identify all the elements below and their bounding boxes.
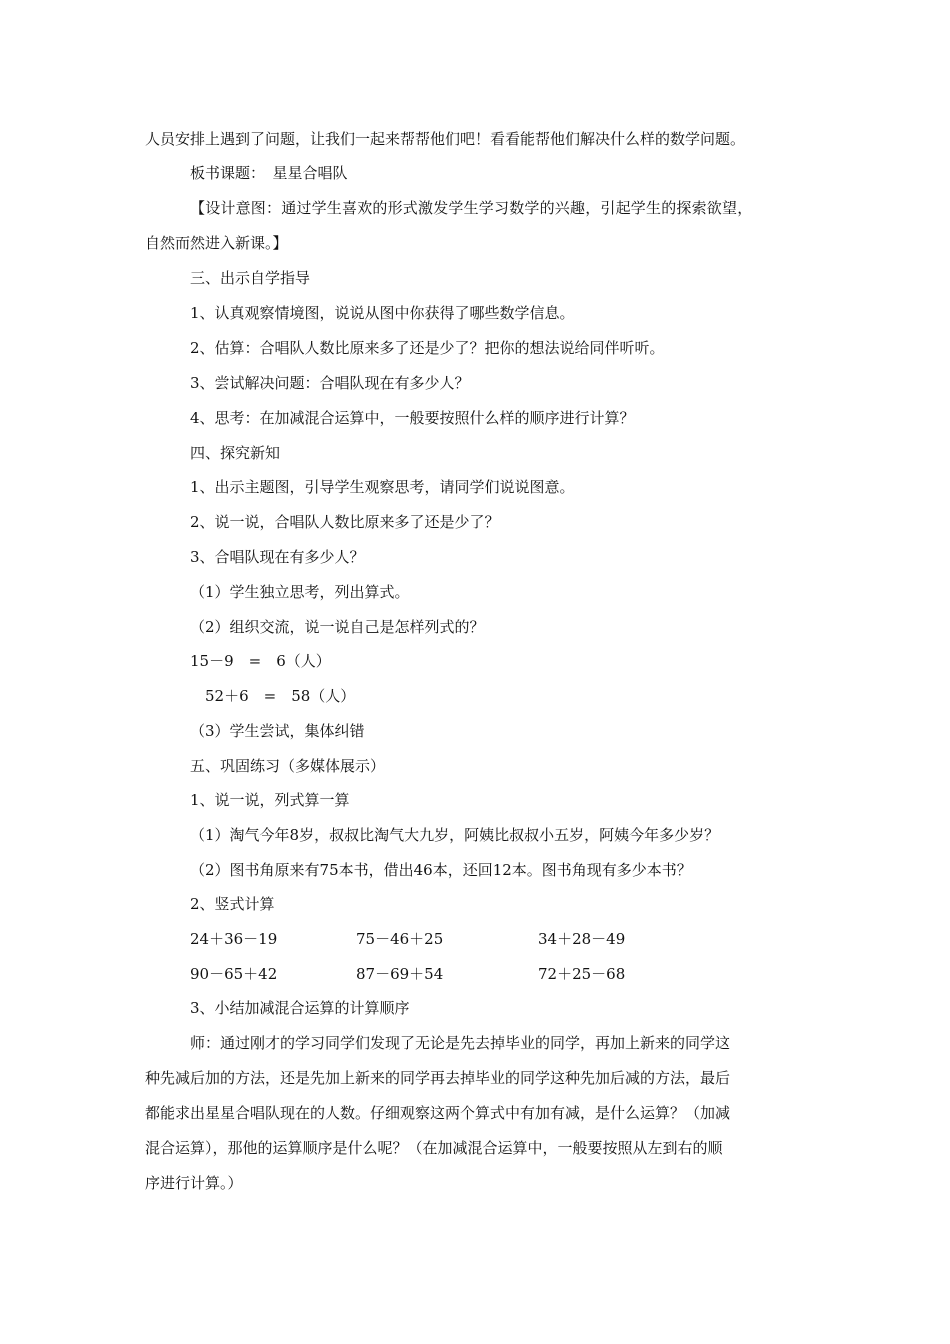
sub-item: （3）学生尝试，集体纠错 [190, 722, 365, 740]
exercise-expression: 24＋36－19 [190, 930, 278, 948]
section-heading: 五、巩固练习（多媒体展示） [190, 757, 386, 775]
section-heading: 三、出示自学指导 [190, 269, 311, 287]
teacher-paragraph: 混合运算），那他的运算顺序是什么呢？（在加减混合运算中，一般要按照从左到右的顺 [145, 1139, 723, 1157]
section-heading: 四、探究新知 [190, 444, 281, 462]
list-item: 3、合唱队现在有多少人？ [190, 548, 365, 566]
exercise-expression: 90－65＋42 [190, 965, 278, 983]
exercise-expression: 75－46＋25 [356, 930, 444, 948]
list-item: 2、说一说，合唱队人数比原来多了还是少了？ [190, 513, 500, 531]
teacher-paragraph: 都能求出星星合唱队现在的人数。仔细观察这两个算式中有加有减，是什么运算？（加减 [145, 1104, 731, 1122]
equation-line: 15－9 = 6（人） [190, 652, 331, 670]
list-item: 1、出示主题图，引导学生观察思考，请同学们说说图意。 [190, 478, 575, 496]
list-item: 1、认真观察情境图，说说从图中你获得了哪些数学信息。 [190, 304, 575, 322]
exercise-expression: 34＋28－49 [538, 930, 626, 948]
list-item: 2、估算：合唱队人数比原来多了还是少了？把你的想法说给同伴听听。 [190, 339, 665, 357]
list-item: 1、说一说，列式算一算 [190, 791, 350, 809]
exercise-expression: 72＋25－68 [538, 965, 626, 983]
sub-item: （1）学生独立思考，列出算式。 [190, 583, 410, 601]
sub-item: （2）组织交流，说一说自己是怎样列式的？ [190, 618, 485, 636]
list-item: 3、尝试解决问题：合唱队现在有多少人？ [190, 374, 470, 392]
sub-item: （1）淘气今年8岁，叔叔比淘气大九岁，阿姨比叔叔小五岁，阿姨今年多少岁？ [190, 826, 720, 844]
teacher-paragraph: 种先减后加的方法，还是先加上新来的同学再去掉毕业的同学这种先加后减的方法，最后 [145, 1069, 731, 1087]
list-item: 4、思考：在加减混合运算中，一般要按照什么样的顺序进行计算？ [190, 409, 635, 427]
sub-item: （2）图书角原来有75本书，借出46本，还回12本。图书角现有多少本书？ [190, 861, 692, 879]
list-item: 3、小结加减混合运算的计算顺序 [190, 999, 410, 1017]
design-intent-line: 自然而然进入新课。】 [145, 234, 288, 252]
paragraph-line: 人员安排上遇到了问题，让我们一起来帮帮他们吧！看看能帮他们解决什么样的数学问题。 [145, 130, 746, 148]
design-intent-line: 【设计意图：通过学生喜欢的形式激发学生学习数学的兴趣，引起学生的探索欲望， [190, 199, 753, 217]
equation-line: 52＋6 = 58（人） [205, 687, 356, 705]
teacher-paragraph: 序进行计算。） [145, 1174, 243, 1192]
teacher-paragraph: 师：通过刚才的学习同学们发现了无论是先去掉毕业的同学，再加上新来的同学这 [190, 1034, 731, 1052]
list-item: 2、竖式计算 [190, 895, 275, 913]
exercise-expression: 87－69＋54 [356, 965, 444, 983]
board-title-line: 板书课题： 星星合唱队 [190, 164, 348, 182]
